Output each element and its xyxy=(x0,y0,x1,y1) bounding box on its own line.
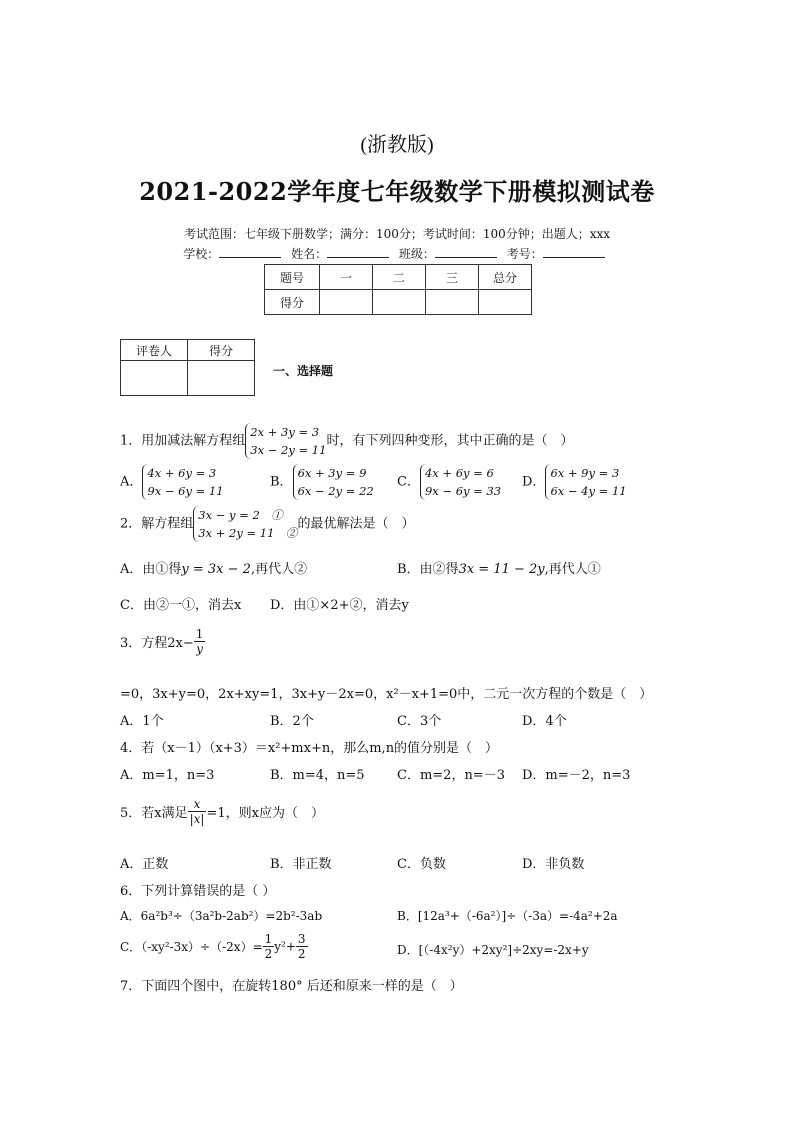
q3-option-a[interactable]: A．1个 xyxy=(120,714,164,729)
score-cell[interactable] xyxy=(479,290,532,315)
q5-option-d[interactable]: D．非负数 xyxy=(522,857,585,872)
question-6: 6．下列计算错误的是（ ） xyxy=(120,884,276,899)
q5-option-c[interactable]: C．负数 xyxy=(397,857,446,872)
grader-cell[interactable] xyxy=(121,361,188,396)
grader-score-cell[interactable] xyxy=(188,361,255,396)
score-table xyxy=(264,264,532,315)
school-label: 学校： xyxy=(183,247,220,261)
q5-fraction: $\frac{x}{|x|}$ xyxy=(189,797,205,826)
score-cell[interactable] xyxy=(320,290,373,315)
q1-option-d[interactable]: D．6x + 9y = 3 6x − 4y = 11 xyxy=(522,466,627,498)
score-cell[interactable] xyxy=(373,290,426,315)
q6-option-a[interactable]: A．6a²b³÷（3a²b-2ab²）=2b²-3ab xyxy=(120,909,323,923)
q1-stem: 1．用加减法解方程组 xyxy=(120,433,246,449)
q2-option-c[interactable]: C．由②一①，消去x xyxy=(120,598,242,613)
q6-option-b[interactable]: B．[12a³+（-6a²）]÷（-3a）=-4a²+2a xyxy=(397,909,618,923)
q4-option-b[interactable]: B．m=4，n=5 xyxy=(270,768,365,783)
q2-system: 3x − y = 2 ① 3x + 2y = 11 ② xyxy=(193,506,297,542)
q4-option-d[interactable]: D．m=－2，n=3 xyxy=(522,768,631,783)
q3-fraction: $\frac{1}{y}$ xyxy=(195,627,204,656)
q1-system: 2x + 3y = 3 3x − 2y = 11 xyxy=(245,423,326,459)
question-7: 7．下面四个图中，在旋转180° 后还和原来一样的是（ ） xyxy=(120,979,463,994)
q6-option-d[interactable]: D．[（-4x²y）+2xy²]÷2xy=-2x+y xyxy=(397,943,589,957)
exam-edition: (浙教版) xyxy=(360,134,434,156)
question-1 xyxy=(120,423,573,459)
q3-option-c[interactable]: C．3个 xyxy=(397,714,442,729)
q5-option-b[interactable]: B．非正数 xyxy=(270,857,332,872)
question-4: 4．若（x－1）（x+3）＝x²+mx+n，那么m,n的值分别是（ ） xyxy=(120,741,499,756)
score-header-row xyxy=(265,265,532,290)
q2-option-d[interactable]: D．由①×2+②，消去y xyxy=(270,598,409,613)
question-5: 5．若x满足 $\frac{x}{|x|}$ =1，则x应为（ ） xyxy=(120,797,324,826)
q1-stem-end: 时，有下列四种变形，其中正确的是（ ） xyxy=(326,433,574,449)
q5-option-a[interactable]: A．正数 xyxy=(120,857,169,872)
q1-option-a[interactable]: A．4x + 6y = 3 9x − 6y = 11 xyxy=(120,466,224,498)
grader-label: 评卷人 xyxy=(121,340,188,361)
q2-option-b[interactable]: B．由②得3x = 11 − 2y,再代人① xyxy=(397,562,601,577)
class-label: 班级： xyxy=(398,247,435,261)
q4-option-a[interactable]: A．m=1，n=3 xyxy=(120,768,215,783)
score-header: 题号 xyxy=(265,265,320,290)
q2-option-a[interactable]: A．由①得y = 3x − 2,再代人② xyxy=(120,562,308,577)
id-label: 考号： xyxy=(506,247,543,261)
q1-option-c[interactable]: C．4x + 6y = 6 9x − 6y = 33 xyxy=(397,466,502,498)
class-blank[interactable] xyxy=(435,246,497,258)
q3-option-b[interactable]: B．2个 xyxy=(270,714,314,729)
name-label: 姓名： xyxy=(291,247,328,261)
grader-score-label: 得分 xyxy=(188,340,255,361)
q3-option-d[interactable]: D．4个 xyxy=(522,714,567,729)
score-header: 二 xyxy=(373,265,426,290)
exam-info: 考试范围：七年级下册数学；满分：100分；考试时间：100分钟；出题人；xxx xyxy=(183,227,611,241)
id-blank[interactable] xyxy=(543,246,605,258)
q3-stem-end: =0，3x+y=0，2x+xy=1，3x+y－2x=0，x²－x+1=0中，二元一次方程的个数是（ ） xyxy=(120,687,653,702)
question-3: 3．方程2x− $\frac{1}{y}$ xyxy=(120,627,204,656)
q2-stem: 2．解方程组 xyxy=(120,516,194,532)
grader-table xyxy=(120,339,255,396)
score-header: 三 xyxy=(426,265,479,290)
q6-option-c[interactable]: C．（-xy²-3x）÷（-2x）= $\frac{1}{2}$ y²+ $\frac{3}{2}$ xyxy=(120,932,306,961)
q1-option-b[interactable]: B．6x + 3y = 9 6x − 2y = 22 xyxy=(270,466,374,498)
name-blank[interactable] xyxy=(327,246,389,258)
question-2 xyxy=(120,506,414,542)
student-fields xyxy=(0,245,794,262)
q2-stem-end: 的最优解法是（ ） xyxy=(297,516,415,532)
section-heading: 一、选择题 xyxy=(273,364,334,378)
school-blank[interactable] xyxy=(219,246,281,258)
score-cell[interactable] xyxy=(426,290,479,315)
q4-option-c[interactable]: C．m=2，n=－3 xyxy=(397,768,505,783)
score-header: 一 xyxy=(320,265,373,290)
score-header: 总分 xyxy=(479,265,532,290)
exam-title: 2021-2022学年度七年级数学下册模拟测试卷 xyxy=(139,177,655,206)
score-row-label: 得分 xyxy=(265,290,320,315)
score-row xyxy=(265,290,532,315)
